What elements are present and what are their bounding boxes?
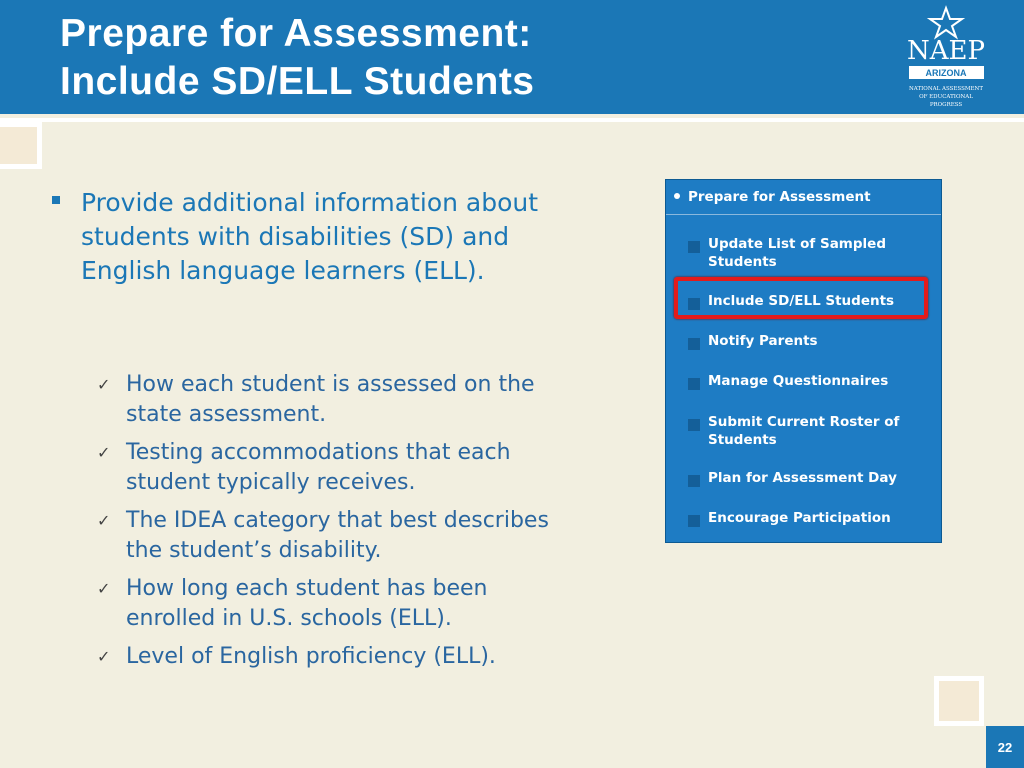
menu-item-label: Encourage Participation xyxy=(708,510,891,526)
square-icon xyxy=(688,475,700,487)
square-bullet-icon xyxy=(52,196,60,204)
logo-tagline-3: PROGRESS xyxy=(929,102,963,108)
title-line-2: Include SD/ELL Students xyxy=(60,60,535,103)
check-item xyxy=(95,370,575,430)
menu-item-label: Notify Parents xyxy=(708,333,818,349)
check-item-text: The IDEA category that best describes the student’s disability. xyxy=(126,508,549,563)
square-icon xyxy=(688,515,700,527)
square-icon xyxy=(688,338,700,350)
check-item xyxy=(95,438,575,498)
main-bullet xyxy=(52,186,542,288)
square-icon xyxy=(688,241,700,253)
bullet-dot-icon xyxy=(674,193,680,199)
prepare-assessment-menu xyxy=(665,179,942,543)
menu-item-label: Plan for Assessment Day xyxy=(708,470,897,486)
check-item xyxy=(95,506,575,566)
logo-state: ARIZONA xyxy=(925,68,967,78)
main-bullet-text: Provide additional information about students with disabilities (SD) and English language learners (ELL). xyxy=(81,188,539,285)
page-number: 22 xyxy=(986,726,1024,768)
checkmark-icon: ✓ xyxy=(97,511,111,530)
header-divider xyxy=(0,118,1024,122)
square-icon xyxy=(688,419,700,431)
logo-tagline-2: OF EDUCATIONAL xyxy=(919,94,973,100)
naep-arizona-logo xyxy=(896,4,996,112)
decorative-square-top xyxy=(0,122,42,169)
menu-header[interactable] xyxy=(666,180,941,215)
star-icon xyxy=(930,8,962,37)
check-item-text: Testing accommodations that each student typically receives. xyxy=(126,440,511,495)
check-item-text: How long each student has been enrolled in U.S. schools (ELL). xyxy=(126,576,488,631)
logo-name: NAEP xyxy=(907,36,985,66)
checkmark-icon: ✓ xyxy=(97,647,111,666)
check-item-text: How each student is assessed on the state assessment. xyxy=(126,372,535,427)
check-item xyxy=(95,642,575,672)
checkmark-icon: ✓ xyxy=(97,443,111,462)
highlight-box xyxy=(674,277,928,319)
slide-title xyxy=(60,10,535,106)
menu-item-label: Update List of Sampled Students xyxy=(708,236,886,270)
menu-item-label: Manage Questionnaires xyxy=(708,373,889,389)
checklist xyxy=(95,370,575,680)
slide-header xyxy=(0,0,1024,114)
menu-item-label: Include SD/ELL Students xyxy=(708,293,895,309)
checkmark-icon: ✓ xyxy=(97,579,111,598)
menu-item-label: Submit Current Roster of Students xyxy=(708,414,900,448)
check-item xyxy=(95,574,575,634)
checkmark-icon: ✓ xyxy=(97,375,111,394)
menu-header-label: Prepare for Assessment xyxy=(688,189,871,205)
check-item-text: Level of English proficiency (ELL). xyxy=(126,644,496,669)
square-icon xyxy=(688,378,700,390)
decorative-square-bottom xyxy=(934,676,984,726)
title-line-1: Prepare for Assessment: xyxy=(60,12,532,55)
logo-tagline-1: NATIONAL ASSESSMENT xyxy=(908,86,984,92)
